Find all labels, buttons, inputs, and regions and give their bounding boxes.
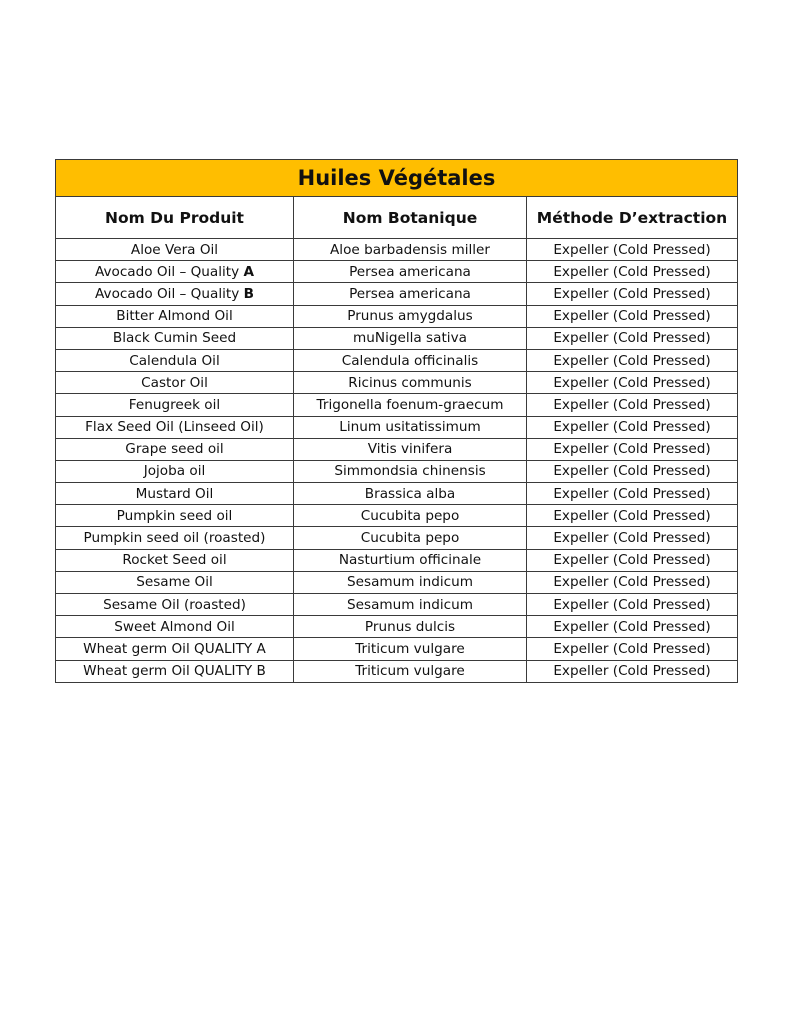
product-name-cell bbox=[56, 660, 294, 682]
table-row bbox=[56, 305, 738, 327]
table-row bbox=[56, 594, 738, 616]
extraction-method-cell: Expeller (Cold Pressed) bbox=[527, 239, 738, 261]
product-name: Fenugreek oil bbox=[128, 396, 221, 413]
botanical-name-cell: Linum usitatissimum bbox=[294, 416, 527, 438]
extraction-method-cell: Expeller (Cold Pressed) bbox=[527, 372, 738, 394]
product-name: Wheat germ Oil QUALITY B bbox=[83, 663, 266, 680]
extraction-method-cell: Expeller (Cold Pressed) bbox=[527, 349, 738, 371]
product-name-cell bbox=[56, 438, 294, 460]
product-name-cell bbox=[56, 571, 294, 593]
botanical-name-cell: Prunus amygdalus bbox=[294, 305, 527, 327]
extraction-method-cell: Expeller (Cold Pressed) bbox=[527, 460, 738, 482]
product-name-cell bbox=[56, 261, 294, 283]
header-botanical-name: Nom Botanique bbox=[294, 197, 527, 239]
table-row bbox=[56, 660, 738, 682]
table-row bbox=[56, 349, 738, 371]
product-name-cell bbox=[56, 616, 294, 638]
botanical-name-cell: Ricinus communis bbox=[294, 372, 527, 394]
table-row bbox=[56, 505, 738, 527]
table-row bbox=[56, 483, 738, 505]
botanical-name-cell: Sesamum indicum bbox=[294, 571, 527, 593]
extraction-method-cell: Expeller (Cold Pressed) bbox=[527, 416, 738, 438]
table-title: Huiles Végétales bbox=[56, 160, 738, 197]
botanical-name-cell: Sesamum indicum bbox=[294, 594, 527, 616]
botanical-name-cell: muNigella sativa bbox=[294, 327, 527, 349]
extraction-method-cell: Expeller (Cold Pressed) bbox=[527, 394, 738, 416]
product-name-cell bbox=[56, 549, 294, 571]
extraction-method-cell: Expeller (Cold Pressed) bbox=[527, 527, 738, 549]
product-name: Flax Seed Oil (Linseed Oil) bbox=[85, 419, 264, 436]
table-row bbox=[56, 549, 738, 571]
extraction-method-cell: Expeller (Cold Pressed) bbox=[527, 660, 738, 682]
product-name: Black Cumin Seed bbox=[112, 330, 237, 347]
table-row bbox=[56, 527, 738, 549]
extraction-method-cell: Expeller (Cold Pressed) bbox=[527, 616, 738, 638]
table-row bbox=[56, 239, 738, 261]
extraction-method-cell: Expeller (Cold Pressed) bbox=[527, 549, 738, 571]
product-name-cell bbox=[56, 483, 294, 505]
botanical-name-cell: Persea americana bbox=[294, 261, 527, 283]
extraction-method-cell: Expeller (Cold Pressed) bbox=[527, 638, 738, 660]
product-name-cell bbox=[56, 505, 294, 527]
product-name: Sesame Oil (roasted) bbox=[103, 596, 246, 613]
extraction-method-cell: Expeller (Cold Pressed) bbox=[527, 483, 738, 505]
product-name: Wheat germ Oil QUALITY A bbox=[83, 640, 266, 657]
botanical-name-cell: Vitis vinifera bbox=[294, 438, 527, 460]
botanical-name-cell: Calendula officinalis bbox=[294, 349, 527, 371]
product-name: Grape seed oil bbox=[125, 441, 224, 458]
table-row bbox=[56, 638, 738, 660]
product-name: Pumpkin seed oil bbox=[116, 507, 233, 524]
table-row bbox=[56, 394, 738, 416]
botanical-name-cell: Triticum vulgare bbox=[294, 638, 527, 660]
product-name-cell bbox=[56, 460, 294, 482]
table-row bbox=[56, 261, 738, 283]
product-name-cell bbox=[56, 394, 294, 416]
extraction-method-cell: Expeller (Cold Pressed) bbox=[527, 505, 738, 527]
botanical-name-cell: Cucubita pepo bbox=[294, 527, 527, 549]
extraction-method-cell: Expeller (Cold Pressed) bbox=[527, 305, 738, 327]
product-name-cell bbox=[56, 372, 294, 394]
botanical-name-cell: Nasturtium officinale bbox=[294, 549, 527, 571]
product-name: Aloe Vera Oil bbox=[130, 241, 219, 258]
botanical-name-cell: Aloe barbadensis miller bbox=[294, 239, 527, 261]
extraction-method-cell: Expeller (Cold Pressed) bbox=[527, 283, 738, 305]
extraction-method-cell: Expeller (Cold Pressed) bbox=[527, 438, 738, 460]
table-row bbox=[56, 616, 738, 638]
quality-grade: B bbox=[243, 285, 254, 302]
botanical-name-cell: Trigonella foenum-graecum bbox=[294, 394, 527, 416]
product-name-cell bbox=[56, 349, 294, 371]
table-row bbox=[56, 438, 738, 460]
botanical-name-cell: Brassica alba bbox=[294, 483, 527, 505]
product-name: Bitter Almond Oil bbox=[116, 308, 233, 325]
product-name: Castor Oil bbox=[141, 374, 208, 391]
oil-table-container bbox=[55, 159, 737, 683]
product-name: Rocket Seed oil bbox=[122, 552, 227, 569]
extraction-method-cell: Expeller (Cold Pressed) bbox=[527, 327, 738, 349]
product-name-cell bbox=[56, 305, 294, 327]
botanical-name-cell: Cucubita pepo bbox=[294, 505, 527, 527]
product-name-cell bbox=[56, 416, 294, 438]
table-row bbox=[56, 571, 738, 593]
botanical-name-cell: Simmondsia chinensis bbox=[294, 460, 527, 482]
botanical-name-cell: Prunus dulcis bbox=[294, 616, 527, 638]
extraction-method-cell: Expeller (Cold Pressed) bbox=[527, 261, 738, 283]
table-row bbox=[56, 416, 738, 438]
product-name: Avocado Oil – Quality bbox=[95, 285, 244, 302]
header-product-name: Nom Du Produit bbox=[56, 197, 294, 239]
product-name: Mustard Oil bbox=[135, 485, 214, 502]
oil-table bbox=[55, 159, 738, 683]
product-name-cell bbox=[56, 239, 294, 261]
product-name-cell bbox=[56, 594, 294, 616]
header-extraction-method: Méthode D’extraction bbox=[527, 197, 738, 239]
table-row bbox=[56, 372, 738, 394]
product-name: Avocado Oil – Quality bbox=[94, 263, 244, 280]
product-name-cell bbox=[56, 638, 294, 660]
product-name: Calendula Oil bbox=[129, 352, 220, 369]
product-name-cell bbox=[56, 327, 294, 349]
product-name: Sweet Almond Oil bbox=[114, 618, 235, 635]
extraction-method-cell: Expeller (Cold Pressed) bbox=[527, 571, 738, 593]
product-name-cell bbox=[56, 283, 294, 305]
product-name: Pumpkin seed oil (roasted) bbox=[83, 530, 266, 547]
product-name: Sesame Oil bbox=[136, 574, 213, 591]
table-row bbox=[56, 327, 738, 349]
product-name-cell bbox=[56, 527, 294, 549]
botanical-name-cell: Persea americana bbox=[294, 283, 527, 305]
extraction-method-cell: Expeller (Cold Pressed) bbox=[527, 594, 738, 616]
table-row bbox=[56, 460, 738, 482]
table-row bbox=[56, 283, 738, 305]
product-name: Jojoba oil bbox=[143, 463, 206, 480]
quality-grade: A bbox=[243, 263, 255, 280]
botanical-name-cell: Triticum vulgare bbox=[294, 660, 527, 682]
table-body bbox=[56, 239, 738, 683]
